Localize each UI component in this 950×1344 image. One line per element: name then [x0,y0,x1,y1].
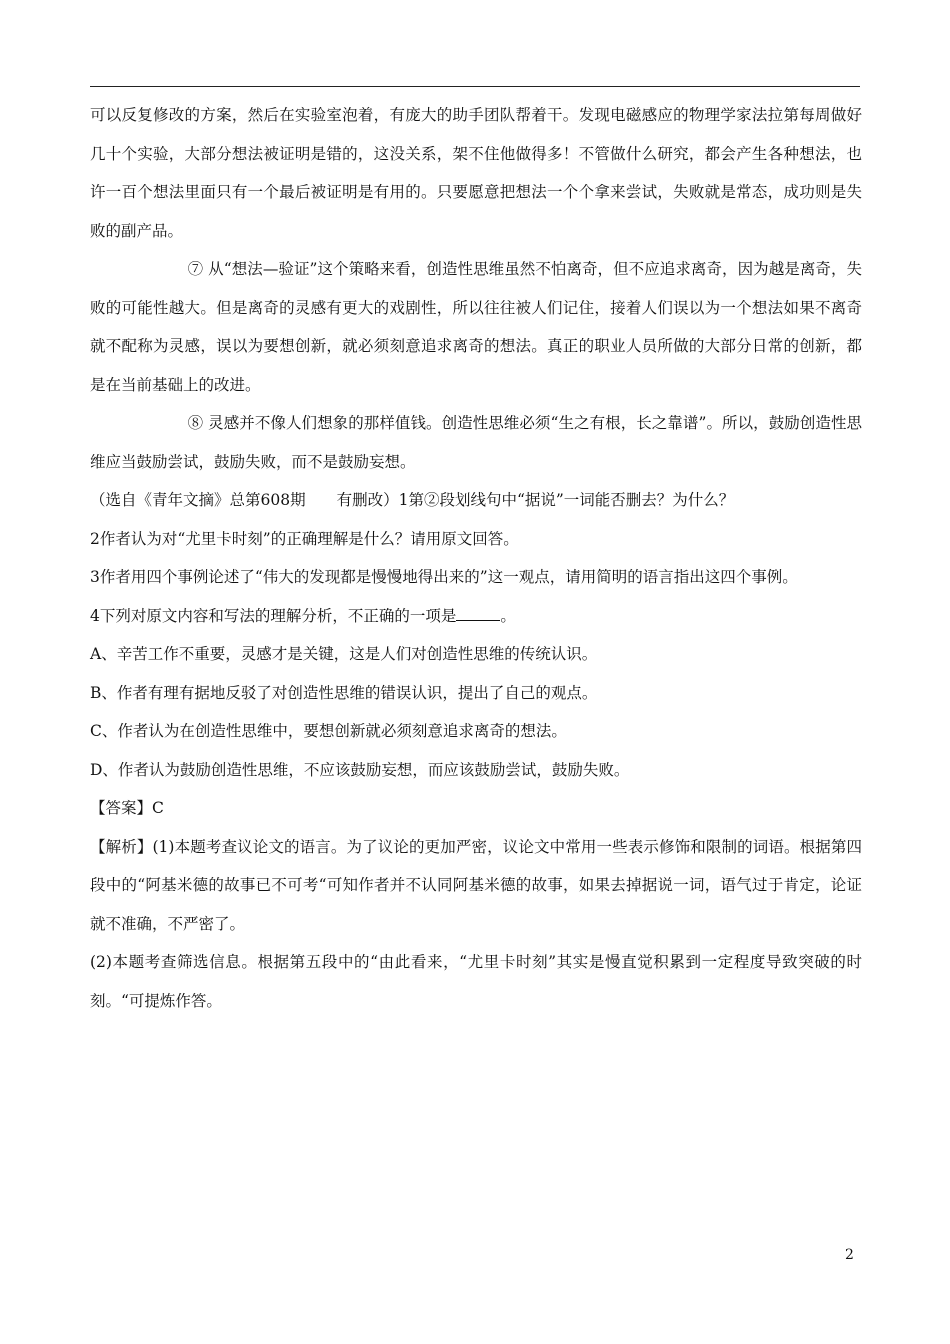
option-c: C、作者认为在创造性思维中，要想创新就必须刻意追求离奇的想法。 [90,722,567,740]
page-number: 2 [845,1247,854,1263]
option-a: A、辛苦工作不重要，灵感才是关键，这是人们对创造性思维的传统认识。 [90,645,598,663]
question-2: 2作者认为对“尤里卡时刻”的正确理解是什么？请用原文回答。 [90,529,519,548]
header-rule [90,86,860,87]
question-3: 3作者用四个事例论述了“伟大的发现都是慢慢地得出来的”这一观点，请用简明的语言指出这四个事例。 [90,568,798,586]
analysis-1: 【解析】(1)本题考查议论文的语言。为了议论的更加严密，议论文中常用一些表示修饰和限制的词语。根据第四段中的“阿基米德的故事已不可考“可知作者并不认同阿基米德的故事，如果去掉据说一词，语气过于肯定，论证就不准确，不严密了。 [90,837,862,933]
option-d: D、作者认为鼓励创造性思维，不应该鼓励妄想，而应该鼓励尝试，鼓励失败。 [90,760,630,779]
option-b: B、作者有理有据地反驳了对创造性思维的错误认识，提出了自己的观点。 [90,683,598,702]
source-and-question-1: （选自《青年文摘》总第608期 有删改）1第②段划线句中“据说”一词能否删去？为什么？ [90,491,735,509]
answer-label: 【答案】C [90,799,164,817]
question-4-end: 。 [500,606,516,625]
paragraph-8: ⑧ 灵感并不像人们想象的那样值钱。创造性思维必须“生之有根，长之靠谱”。所以，鼓励创造性思维应当鼓励尝试，鼓励失败，而不是鼓励妄想。 [90,414,862,471]
question-4 [90,597,862,636]
document-body [90,96,862,1020]
analysis-2: (2)本题考查筛选信息。根据第五段中的“由此看来，“尤里卡时刻”其实是慢直觉积累到一定程度导致突破的时刻。“可提炼作答。 [90,953,862,1010]
question-4-text: 4下列对原文内容和写法的理解分析，不正确的一项是 [90,606,457,625]
paragraph-continued: 可以反复修改的方案，然后在实验室泡着，有庞大的助手团队帮着干。发现电磁感应的物理学家法拉第每周做好几十个实验，大部分想法被证明是错的，这没关系，架不住他做得多！不管做什么研究，都会产生各种想法，也许一百个想法里面只有一个最后被证明是有用的。只要愿意把想法一个个拿来尝试，失败就是常态，成功则是失败的副产品。 [90,106,862,240]
paragraph-7: ⑦ 从“想法—验证”这个策略来看，创造性思维虽然不怕离奇，但不应追求离奇，因为越是离奇，失败的可能性越大。但是离奇的灵感有更大的戏剧性，所以往往被人们记住，接着人们误以为一个想法如果不离奇就不配称为灵感，误以为要想创新，就必须刻意追求离奇的想法。真正的职业人员所做的大部分日常的创新，都是在当前基础上的改进。 [90,260,862,394]
answer-blank [456,604,500,621]
